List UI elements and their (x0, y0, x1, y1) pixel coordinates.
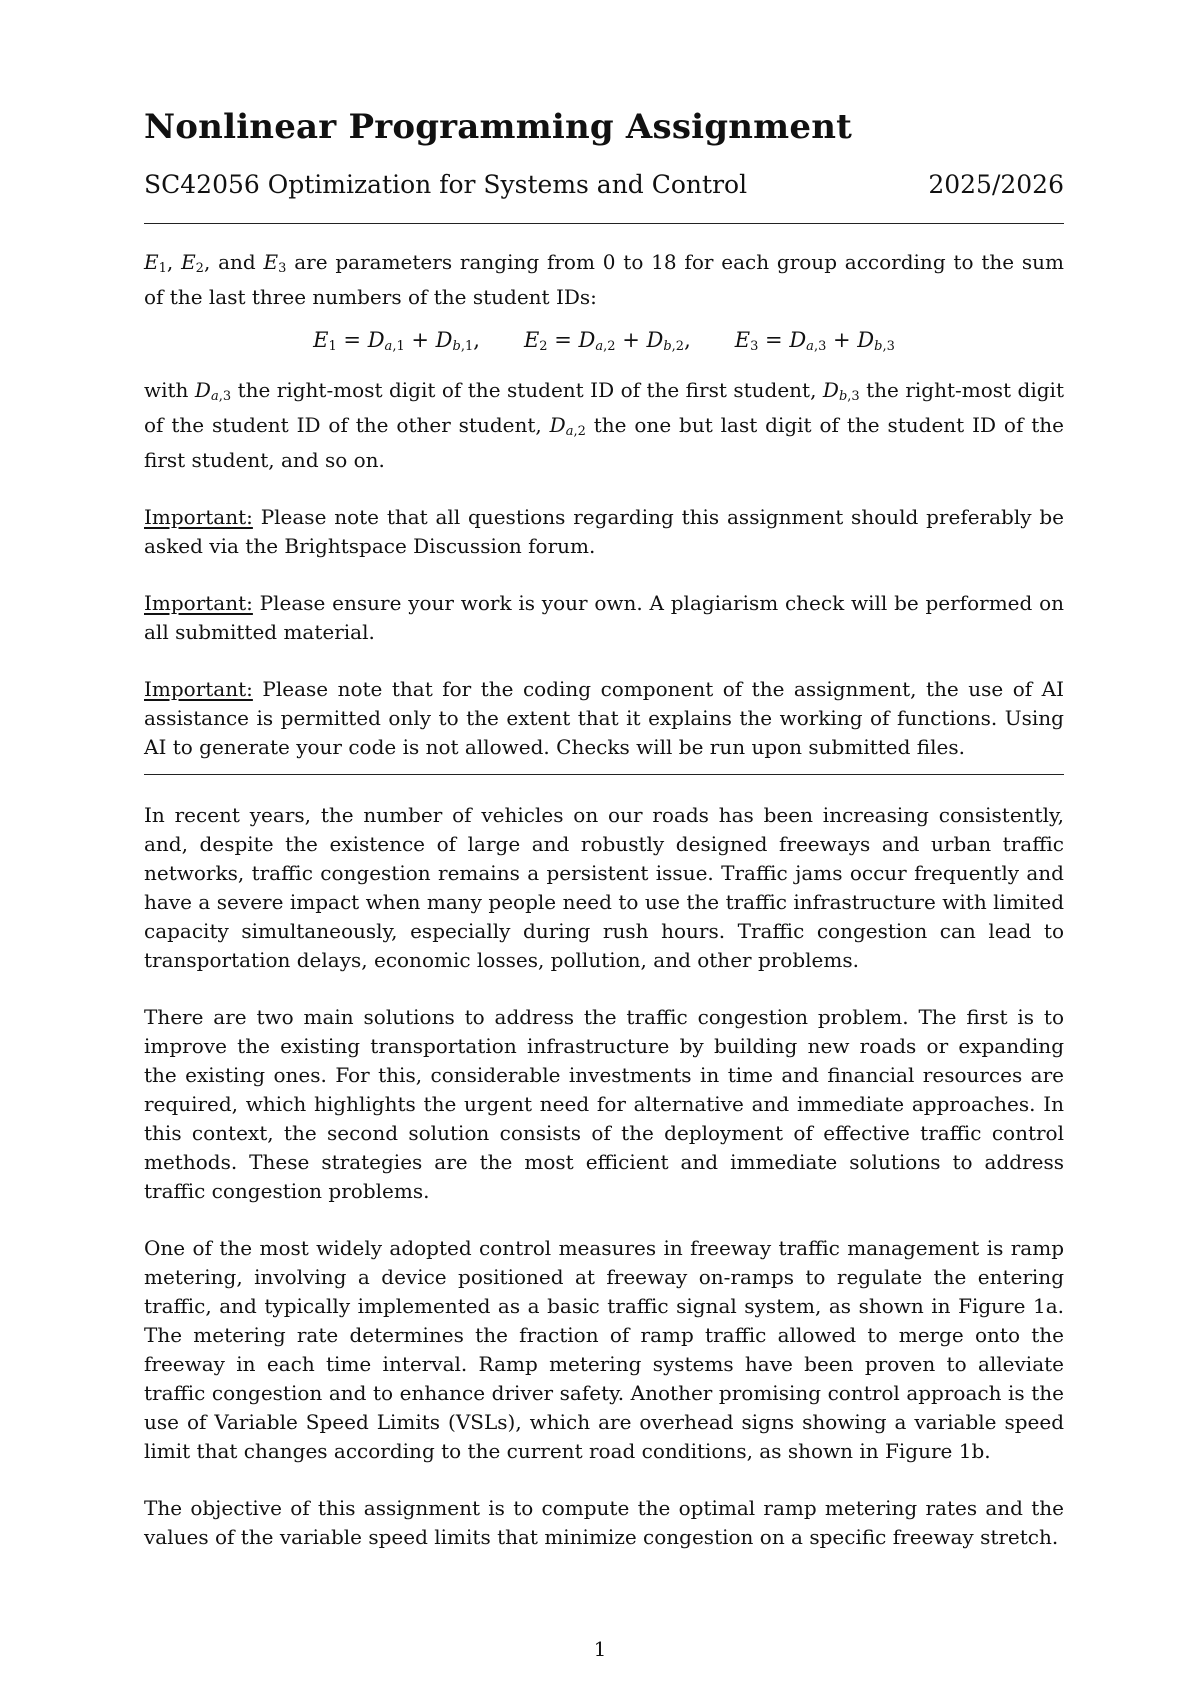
notice-forum: Important: Please note that all questions regarding this assignment should preferably be asked via the Brightspace Discussion forum. (144, 505, 1064, 558)
digit-definition-paragraph: with $D_{a,3}$ the right-most digit of the student ID of the first student, $D_{b,3}$ the right-most digit of the student ID of the other student, $D_{a,2}$ the one but last digit of the student ID of the first student, and so on. (144, 378, 1064, 472)
body-paragraph: In recent years, the number of vehicles on our roads has been increasing consistently, and, despite the existence of large and robustly designed freeways and urban traffic networks, traffic congestion remains a persistent issue. Traffic jams occur frequently and have a severe impact when many people need to use the traffic infrastructure with limited capacity simultaneously, especially during rush hours. Traffic congestion can lead to transportation delays, economic losses, pollution, and other problems. (144, 803, 1064, 972)
body-paragraph: One of the most widely adopted control measures in freeway traffic management is ramp metering, involving a device positioned at freeway on-ramps to regulate the entering traffic, and typically implemented as a basic traffic signal system, as shown in Figure 1a. The metering rate determines the fraction of ramp traffic allowed to merge onto the freeway in each time interval. Ramp metering systems have been proven to alleviate traffic congestion and to enhance driver safety. Another promising control approach is the use of Variable Speed Limits (VSLs), which are overhead signs showing a variable speed limit that changes according to the current road conditions, as shown in Figure 1b. (144, 1236, 1064, 1463)
header-rule (144, 223, 1064, 224)
academic-year: 2025/2026 (928, 170, 1064, 199)
notice-plagiarism: Important: Please ensure your work is your own. A plagiarism check will be performed on all submitted material. (144, 591, 1064, 644)
notice-ai-use: Important: Please note that for the coding component of the assignment, the use of AI assistance is permitted only to the extent that it explains the working of functions. Using AI to generate your code is not allowed. Checks will be run upon submitted files. (144, 677, 1064, 759)
course-name: SC42056 Optimization for Systems and Control (144, 170, 748, 199)
parameter-equations (144, 325, 1064, 362)
document-page (144, 105, 1064, 1552)
equation-e1: $E_1 = D_{a,1} + D_{b,1}$, (313, 328, 480, 354)
document-title: Nonlinear Programming Assignment (144, 107, 853, 147)
parameters-paragraph: $E_1$, $E_2$, and $E_3$ are parameters ranging from 0 to 18 for each group according to the sum of the last three numbers of the student IDs: (144, 250, 1064, 309)
equation-e2: $E_2 = D_{a,2} + D_{b,2}$, (523, 328, 691, 354)
body-paragraph: The objective of this assignment is to compute the optimal ramp metering rates and the values of the variable speed limits that minimize congestion on a specific freeway stretch. (144, 1496, 1064, 1549)
section-rule (144, 774, 1064, 775)
equation-e3: $E_3 = D_{a,3} + D_{b,3}$ (734, 328, 895, 354)
subtitle-row (144, 169, 1064, 201)
body-paragraph: There are two main solutions to address the traffic congestion problem. The first is to improve the existing transportation infrastructure by building new roads or expanding the existing ones. For this, considerable investments in time and financial resources are required, which highlights the urgent need for alternative and immediate approaches. In this context, the second solution consists of the deployment of effective traffic control methods. These strategies are the most efficient and immediate solutions to address traffic congestion problems. (144, 1005, 1064, 1203)
page-number: 1 (593, 1637, 607, 1661)
